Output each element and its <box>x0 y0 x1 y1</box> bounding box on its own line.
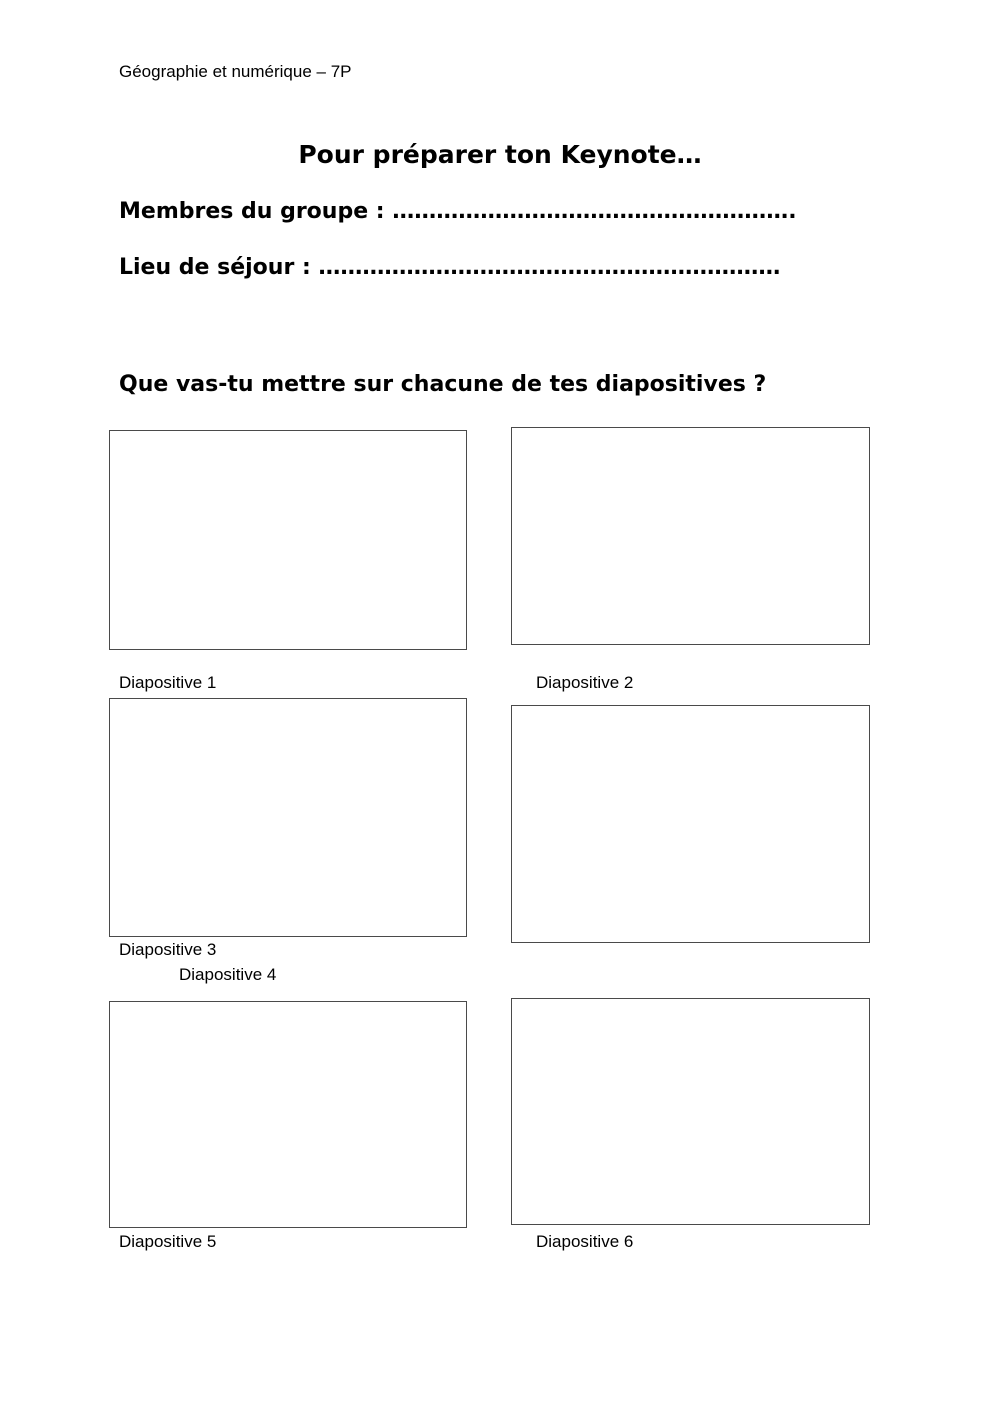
slide-label-6: Diapositive 6 <box>536 1232 634 1251</box>
slide-box-6 <box>511 998 870 1225</box>
slide-box-4 <box>511 705 870 943</box>
slide-box-2 <box>511 427 870 645</box>
slides-question: Que vas-tu mettre sur chacune de tes diapositives ? <box>119 372 767 397</box>
slide-box-3 <box>109 698 467 937</box>
page-header: Géographie et numérique – 7P <box>119 62 352 81</box>
slide-box-1 <box>109 430 467 650</box>
group-members-field: Membres du groupe : ………………………………………………. <box>119 199 797 224</box>
slide-box-5 <box>109 1001 467 1228</box>
slide-label-4: Diapositive 4 <box>179 965 277 984</box>
page-title: Pour préparer ton Keynote… <box>298 140 702 169</box>
slide-label-5: Diapositive 5 <box>119 1232 217 1251</box>
stay-location-field: Lieu de séjour : ……………………………………………………… <box>119 255 781 280</box>
slide-label-3: Diapositive 3 <box>119 940 217 959</box>
slide-label-2: Diapositive 2 <box>536 673 634 692</box>
slide-label-1: Diapositive 1 <box>119 673 217 692</box>
